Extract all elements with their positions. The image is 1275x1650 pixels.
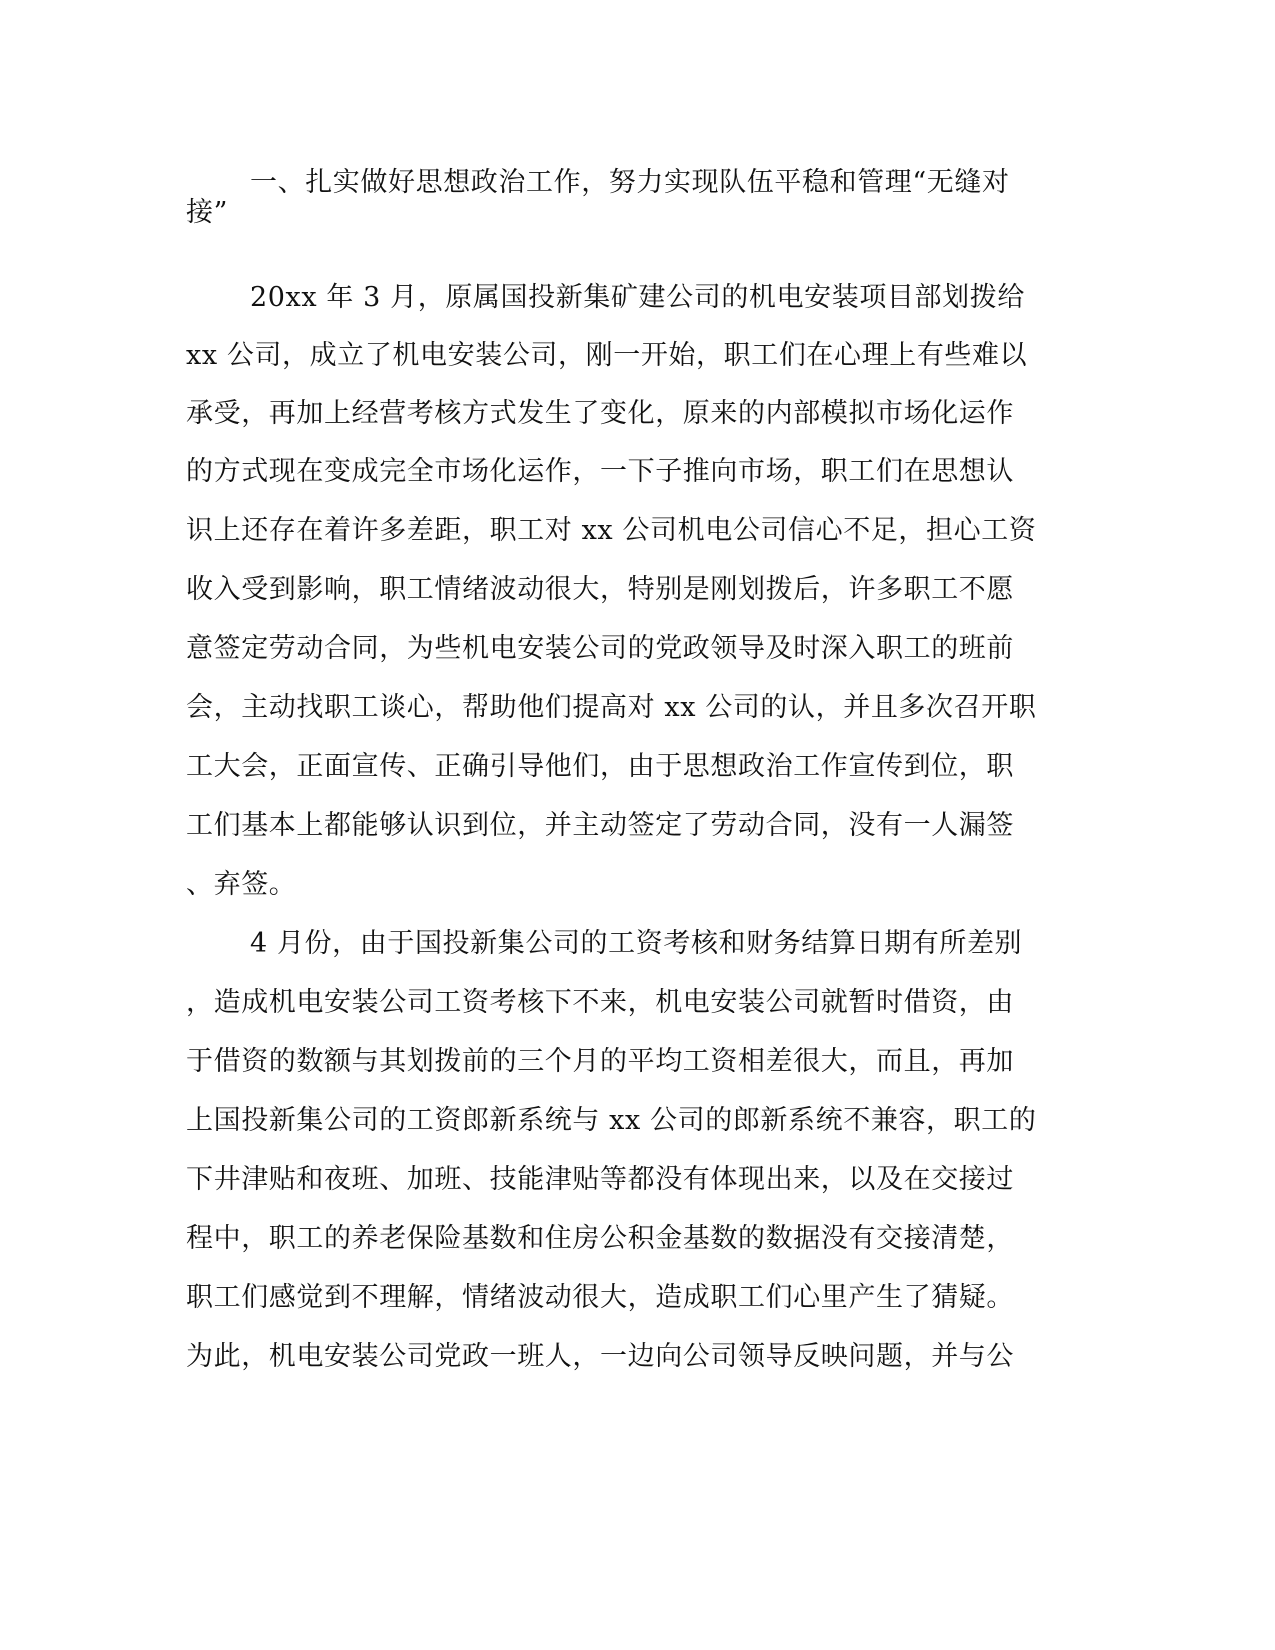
paragraph-2-line-7: 职工们感觉到不理解，情绪波动很大，造成职工们心里产生了猜疑。 (186, 1282, 1014, 1313)
paragraph-2-line-2: ，造成机电安装公司工资考核下不来，机电安装公司就暂时借资，由 (186, 987, 1014, 1018)
paragraph-2-line-3: 于借资的数额与其划拨前的三个月的平均工资相差很大，而且，再加 (186, 1046, 1014, 1077)
paragraph-1-line-11: 、弃签。 (186, 869, 297, 900)
paragraph-1-line-1: 20xx 年 3 月，原属国投新集矿建公司的机电安装项目部划拨给 (250, 282, 1025, 313)
paragraph-1-line-9: 工大会，正面宣传、正确引导他们，由于思想政治工作宣传到位，职 (186, 751, 1014, 782)
paragraph-2-line-4: 上国投新集公司的工资郎新系统与 xx 公司的郎新系统不兼容，职工的 (186, 1105, 1037, 1136)
heading-line-1: 一、扎实做好思想政治工作，努力实现队伍平稳和管理“无缝对 (250, 167, 1010, 198)
paragraph-1-line-8: 会，主动找职工谈心，帮助他们提高对 xx 公司的认，并且多次召开职 (186, 692, 1037, 723)
paragraph-1-line-7: 意签定劳动合同，为些机电安装公司的党政领导及时深入职工的班前 (186, 633, 1014, 664)
paragraph-2-line-8: 为此，机电安装公司党政一班人，一边向公司领导反映问题，并与公 (186, 1341, 1014, 1372)
paragraph-1-line-6: 收入受到影响，职工情绪波动很大，特别是刚划拨后，许多职工不愿 (186, 574, 1014, 605)
paragraph-1-line-3: 承受，再加上经营考核方式发生了变化，原来的内部模拟市场化运作 (186, 398, 1014, 429)
paragraph-2-line-6: 程中，职工的养老保险基数和住房公积金基数的数据没有交接清楚， (186, 1223, 1014, 1254)
paragraph-1-line-2: xx 公司，成立了机电安装公司，刚一开始，职工们在心理上有些难以 (186, 340, 1028, 371)
paragraph-1-line-10: 工们基本上都能够认识到位，并主动签定了劳动合同，没有一人漏签 (186, 810, 1014, 841)
paragraph-1-line-5: 识上还存在着许多差距，职工对 xx 公司机电公司信心不足，担心工资 (186, 515, 1037, 546)
paragraph-1-line-4: 的方式现在变成完全市场化运作，一下子推向市场，职工们在思想认 (186, 456, 1014, 487)
paragraph-2-line-5: 下井津贴和夜班、加班、技能津贴等都没有体现出来，以及在交接过 (186, 1164, 1014, 1195)
heading-line-2: 接” (186, 197, 229, 228)
paragraph-2-line-1: 4 月份，由于国投新集公司的工资考核和财务结算日期有所差别 (250, 928, 1023, 959)
